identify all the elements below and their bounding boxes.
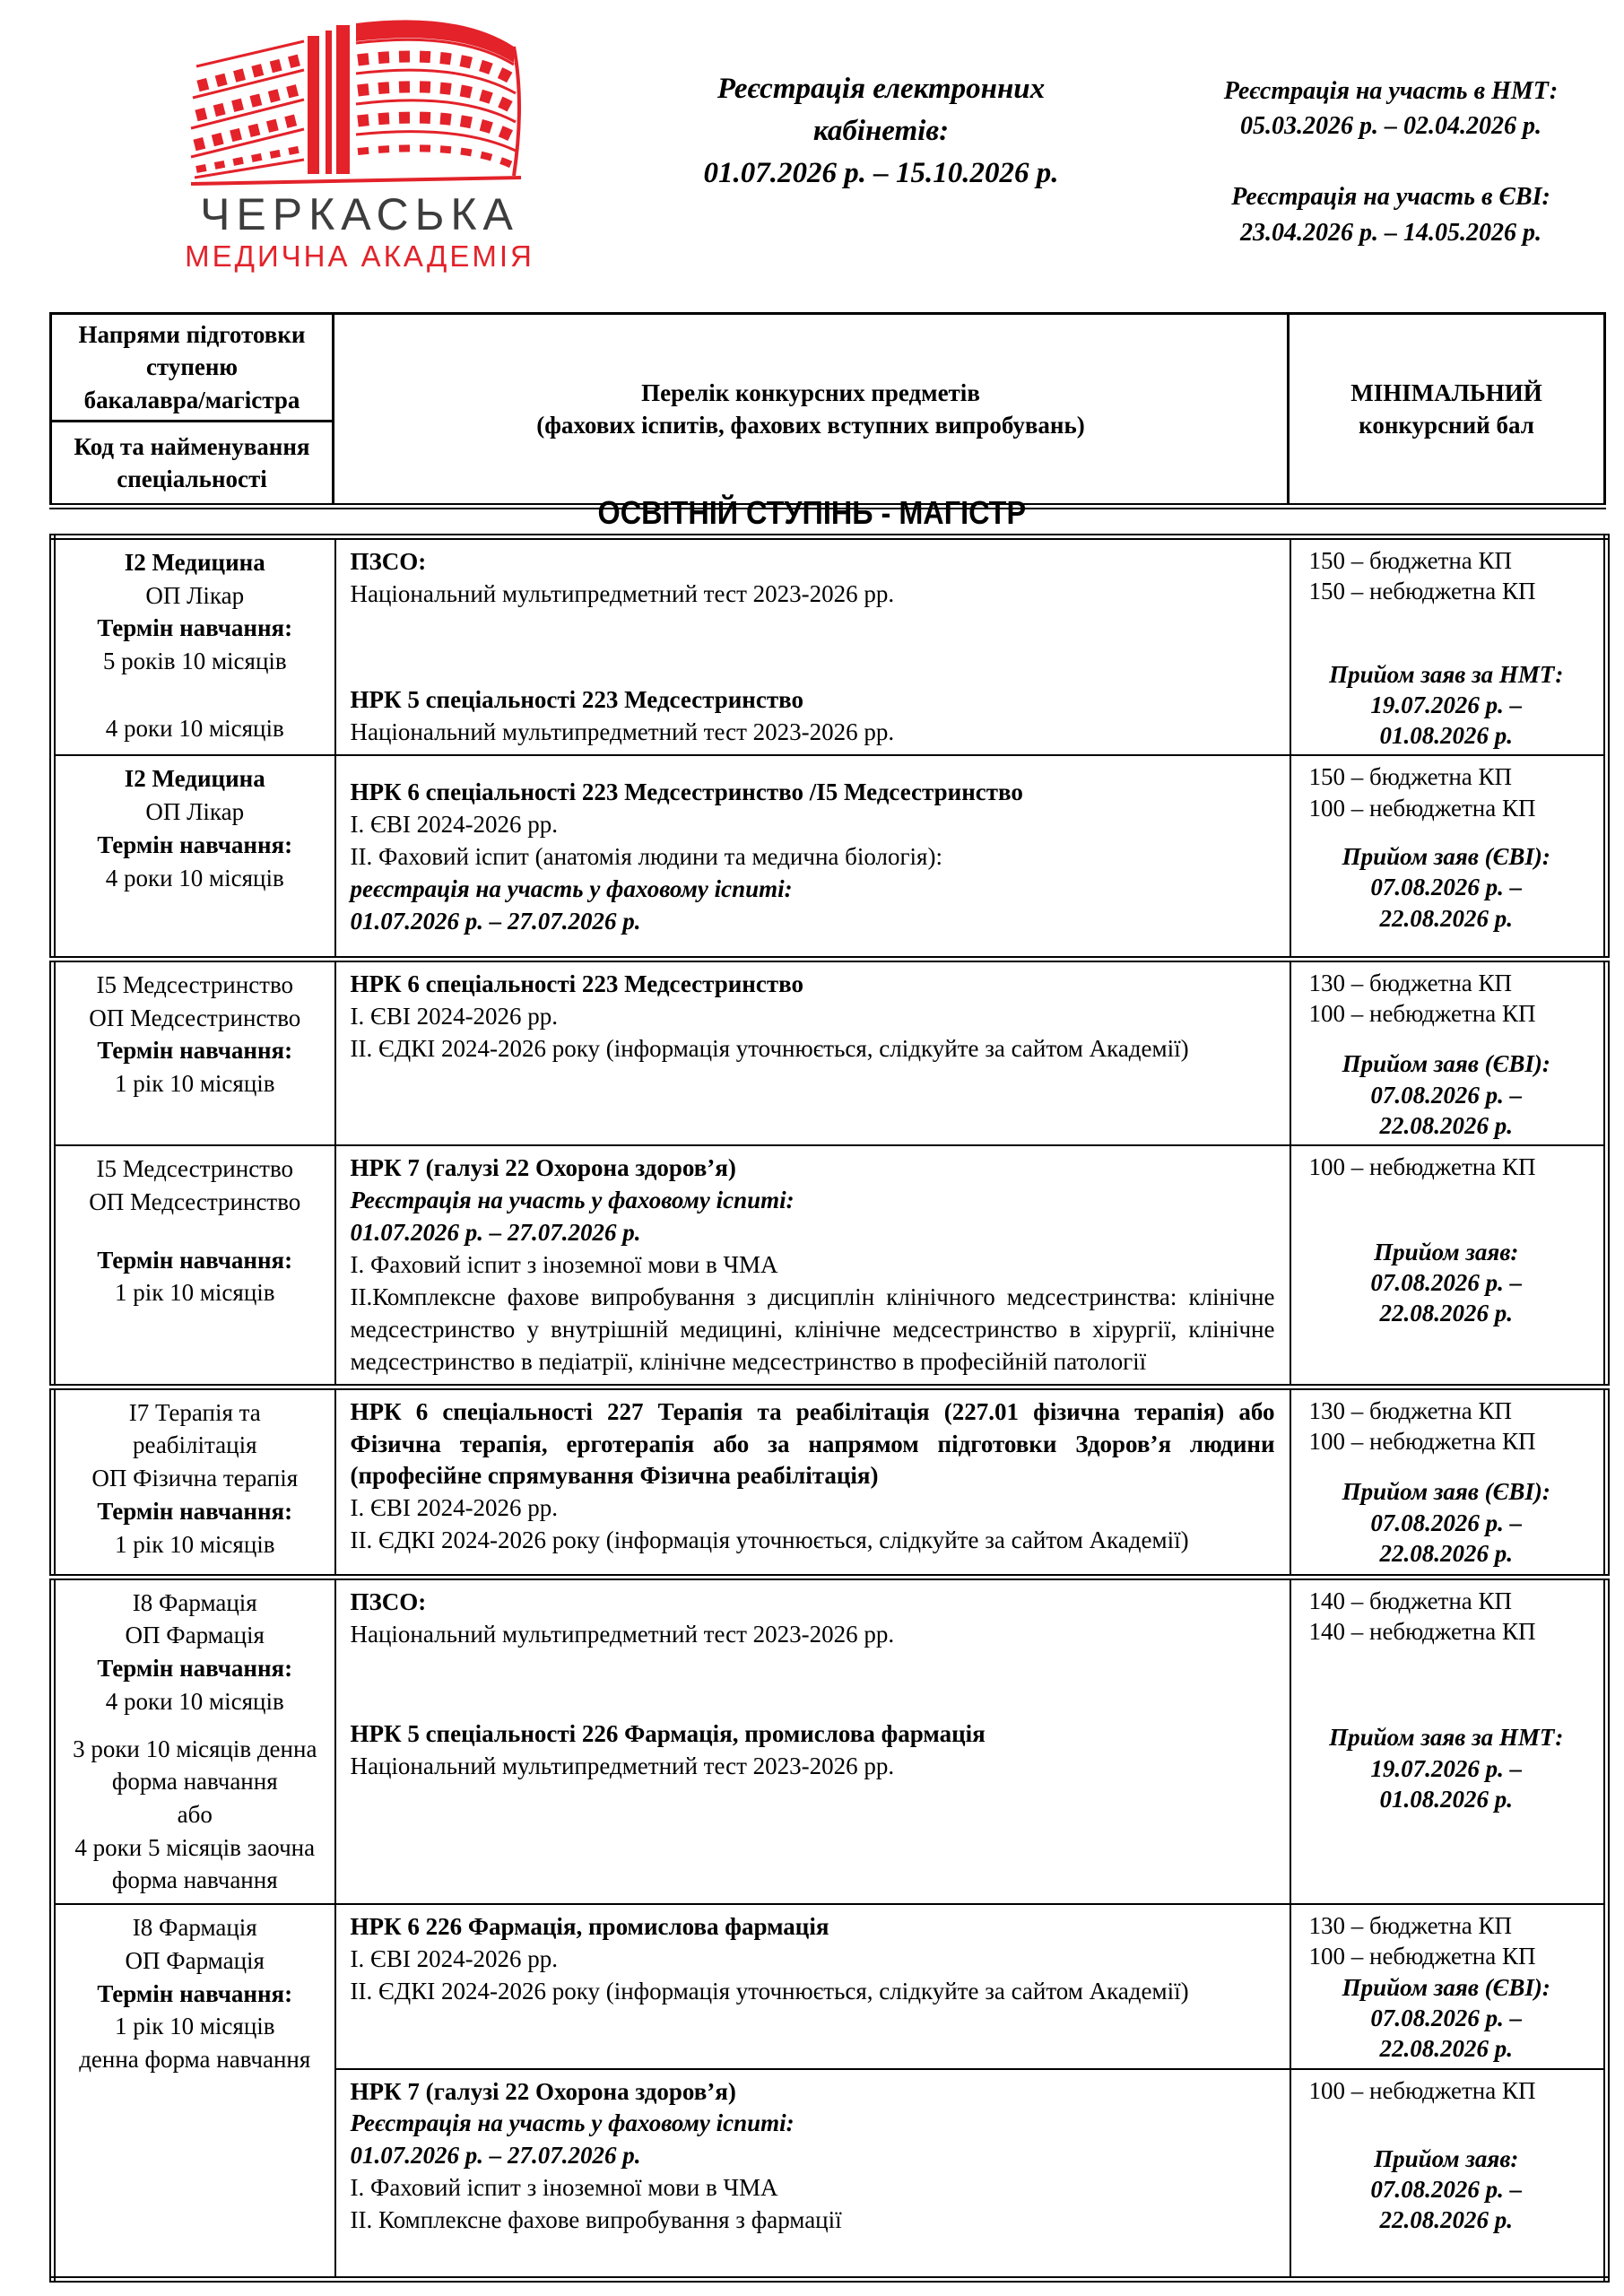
cell-line: 07.08.2026 р. – (1370, 1081, 1523, 1109)
header-cell-directions (51, 314, 334, 422)
admissions-header-table (49, 312, 1606, 509)
cell-line: Реєстрація на участь у фаховому іспиті: (350, 2109, 795, 2137)
table-row-i2-medicine-nrk6 (53, 755, 1607, 959)
table-row-i2-medicine-pzso (53, 537, 1607, 756)
cell-min-score (1290, 1387, 1607, 1577)
cell-line: 100 – небюджетна КП (1308, 794, 1536, 822)
header-cell-subjects (334, 314, 1289, 507)
cell-line: Національний мультипредметний тест 2023-2026 рр. (350, 1620, 895, 1648)
header-cell-line: (фахових іспитів, фахових вступних випробувань) (536, 412, 1085, 439)
cell-min-score (1290, 537, 1607, 756)
cabinets-registration-note (619, 68, 1143, 195)
nmt-registration-dates: 05.03.2026 р. – 02.04.2026 р. (1240, 112, 1541, 141)
cell-line: Термін навчання: (97, 1037, 293, 1065)
cell-line: Прийом заяв: (1374, 1238, 1519, 1265)
cell-line: І5 Медсестринство (96, 1155, 294, 1183)
cell-line: ІІ. Комплексне фахове випробування з фармації (350, 2206, 842, 2234)
cell-line: 100 – небюджетна КП (1308, 1153, 1536, 1181)
header-cell-line: ступеню (145, 353, 239, 381)
admissions-table (49, 534, 1610, 2283)
cell-line: реєстрація на участь у фаховому іспиті: (350, 875, 793, 903)
cell-line: Термін навчання: (97, 1979, 293, 2007)
cell-line: 5 років 10 місяців (102, 648, 287, 675)
cell-line: Термін навчання: (97, 831, 293, 858)
cell-line: І. Фаховий іспит з іноземної мови в ЧМА (350, 2174, 778, 2202)
cell-line: ОП Медсестринство (89, 1004, 301, 1031)
cell-specialty (53, 755, 335, 959)
cell-line: ІІ. ЄДКІ 2024-2026 року (інформація уточнюється, слідкуйте за сайтом Академії) (350, 1034, 1189, 1062)
cell-line: 1 рік 10 місяців (114, 2013, 275, 2040)
cell-line: Реєстрація на участь у фаховому іспиті: (350, 1187, 795, 1214)
cell-line: І. ЄВІ 2024-2026 рр. (350, 1494, 559, 1522)
cell-line: 01.07.2026 р. – 27.07.2026 р. (350, 908, 641, 935)
cell-subjects (335, 2069, 1290, 2280)
cell-line: НРК 7 (галузі 22 Охорона здоров’я) (350, 1154, 736, 1182)
cell-line: форма навчання (111, 1768, 278, 1796)
evi-registration-title: Реєстрація на участь в ЄВІ: (1231, 183, 1550, 212)
cell-line: І. ЄВІ 2024-2026 рр. (350, 1945, 559, 1973)
cell-min-score (1290, 2069, 1607, 2280)
table-row-i5-nursing-nrk7 (53, 1145, 1607, 1387)
header-cell-line: бакалавра/магістра (83, 386, 300, 413)
cell-specialty (53, 959, 335, 1145)
academy-building-icon (189, 11, 530, 192)
header-cell-line: конкурсний бал (1359, 412, 1534, 439)
cell-line: І5 Медсестринство (96, 970, 294, 998)
cell-line: 130 – бюджетна КП (1308, 969, 1513, 996)
cell-line: НРК 6 226 Фармація, промислова фармація (350, 1913, 829, 1941)
cabinets-registration-line: кабінетів: (812, 114, 950, 147)
academy-logo (106, 11, 613, 274)
cell-line: НРК 5 спеціальності 226 Фармація, промислова фармація (350, 1720, 986, 1748)
cell-line: реабілітація (133, 1431, 257, 1459)
cell-line: ІІ. ЄДКІ 2024-2026 року (інформація уточнюється, слідкуйте за сайтом Академії) (350, 1977, 1189, 2005)
cell-line: 150 – бюджетна КП (1308, 763, 1513, 791)
header-cell-line: Перелік конкурсних предметів (641, 378, 980, 406)
cell-line: Прийом заяв (ЄВІ): (1342, 1973, 1550, 2001)
cell-subjects (335, 959, 1290, 1145)
cell-line: Національний мультипредметний тест 2023-2026 рр. (350, 1752, 895, 1780)
cell-line: або (177, 1800, 213, 1828)
cell-line: Прийом заяв (ЄВІ): (1342, 1050, 1550, 1078)
cell-line: Термін навчання: (97, 614, 293, 642)
cell-line: І2 Медицина (124, 765, 265, 793)
cell-specialty (53, 1387, 335, 1577)
section-title: ОСВІТНІЙ СТУПІНЬ - МАГІСТР (597, 494, 1027, 531)
cell-line: Національний мультипредметний тест 2023-2026 рр. (350, 718, 895, 745)
cell-line: 22.08.2026 р. (1379, 2035, 1513, 2063)
cell-line: ПЗСО: (350, 548, 427, 575)
cell-line: 07.08.2026 р. – (1370, 1509, 1523, 1536)
cell-line: НРК 5 спеціальності 223 Медсестринство (350, 685, 804, 713)
table-row-i7-therapy-rehab (53, 1387, 1607, 1577)
header-cell-line: Код та найменування (74, 432, 310, 460)
cell-line: ІІ. ЄДКІ 2024-2026 року (інформація уточнюється, слідкуйте за сайтом Академії) (350, 1526, 1189, 1554)
cell-line: Прийом заяв за НМТ: (1329, 1724, 1564, 1752)
cell-line: 4 роки 5 місяців заочна (74, 1833, 316, 1861)
cell-line: Термін навчання: (97, 1655, 293, 1683)
cabinets-registration-dates: 01.07.2026 р. – 15.10.2026 р. (703, 156, 1059, 189)
cell-line: 01.08.2026 р. (1379, 1785, 1513, 1813)
cell-min-score (1290, 959, 1607, 1145)
cell-line: 01.08.2026 р. (1379, 722, 1513, 750)
cell-line: форма навчання (111, 1866, 278, 1894)
cell-subjects (335, 1904, 1290, 2068)
cell-line: 07.08.2026 р. – (1370, 2176, 1523, 2204)
cell-line: 100 – небюджетна КП (1308, 1943, 1536, 1970)
cell-line: 100 – небюджетна КП (1308, 1427, 1536, 1455)
table-row-i8-pharmacy-pzso (53, 1577, 1607, 1904)
cell-line: І7 Терапія та (128, 1398, 261, 1426)
cell-line: ОП Фізична терапія (91, 1465, 299, 1492)
logo-title: ЧЕРКАСЬКА (200, 189, 519, 239)
cell-line: ОП Медсестринство (89, 1188, 301, 1216)
cell-line: Прийом заяв за НМТ: (1329, 660, 1564, 688)
cell-line: І. ЄВІ 2024-2026 рр. (350, 811, 559, 839)
table-row-i8-pharmacy-nrk6 (53, 1904, 1607, 2068)
nmt-registration-title: Реєстрація на участь в НМТ: (1223, 77, 1559, 105)
cell-line: 130 – бюджетна КП (1308, 1912, 1513, 1940)
cell-line: Прийом заяв (ЄВІ): (1342, 842, 1550, 870)
cell-line: 07.08.2026 р. – (1370, 1268, 1523, 1296)
cell-line: ОП Лікар (145, 798, 245, 826)
cell-line: ПЗСО: (350, 1587, 427, 1615)
cell-specialty (53, 1145, 335, 1387)
cell-specialty (53, 537, 335, 756)
cell-specialty (53, 1577, 335, 1904)
cell-line: денна форма навчання (79, 2046, 311, 2073)
cell-subjects (335, 537, 1290, 756)
cell-line: Національний мультипредметний тест 2023-2026 рр. (350, 579, 895, 607)
cell-line: І2 Медицина (124, 549, 265, 576)
exam-registration-notes (1161, 74, 1620, 250)
cell-subjects (335, 1577, 1290, 1904)
cell-line: ІІ. Фаховий іспит (анатомія людини та медична біологія): (350, 843, 942, 871)
cell-line: 1 рік 10 місяців (114, 1070, 275, 1098)
cabinets-registration-line: Реєстрація електронних (716, 73, 1046, 105)
cell-line: 07.08.2026 р. – (1370, 2004, 1523, 2031)
cell-line: 130 – бюджетна КП (1308, 1396, 1513, 1424)
cell-line: І. Фаховий іспит з іноземної мови в ЧМА (350, 1251, 778, 1279)
cell-min-score (1290, 1145, 1607, 1387)
cell-line: Прийом заяв (ЄВІ): (1342, 1478, 1550, 1506)
cell-line: ОП Фармація (125, 1946, 265, 1974)
cell-line: 150 – небюджетна КП (1308, 578, 1536, 605)
table-row-i5-nursing-nrk6 (53, 959, 1607, 1145)
cell-line: 140 – небюджетна КП (1308, 1617, 1536, 1645)
cell-line: 01.07.2026 р. – 27.07.2026 р. (350, 2142, 641, 2170)
header-cell-min-score (1289, 314, 1605, 507)
cell-subjects (335, 1145, 1290, 1387)
header-cell-line: спеціальності (117, 465, 267, 493)
cell-line: 4 роки 10 місяців (105, 714, 284, 742)
cell-min-score (1290, 1904, 1607, 2068)
cell-line: НРК 6 спеціальності 223 Медсестринство (350, 970, 804, 997)
cell-line: ОП Лікар (145, 581, 245, 609)
logo-subtitle: МЕДИЧНА АКАДЕМІЯ (185, 239, 534, 273)
cell-line: 19.07.2026 р. – (1370, 1754, 1523, 1782)
cell-line: 3 роки 10 місяців денна (73, 1735, 317, 1762)
cell-line: 07.08.2026 р. – (1370, 874, 1523, 901)
cell-line: 22.08.2026 р. (1379, 904, 1513, 932)
cell-line: 22.08.2026 р. (1379, 1300, 1513, 1327)
cell-line: ІІ.Комплексне фахове випробування з дисциплін клінічного медсестринства: клінічне медсестринство у внутрішній медицині, клінічне медсестринство в хірургії, клінічне медсестринство в педіатрії, клінічне медсестринство в професійній патології (350, 1283, 1275, 1375)
cell-line: НРК 6 спеціальності 227 Терапія та реабілітація (227.01 фізична терапія) або Фізична терапія, ерготерапія або за напрямом підготовки Здоров’я людини (професійне спрямування Фізична реабілітація) (350, 1397, 1275, 1490)
cell-line: 19.07.2026 р. – (1370, 691, 1523, 718)
cell-min-score (1290, 1577, 1607, 1904)
cell-min-score (1290, 755, 1607, 959)
cell-line: І8 Фармація (132, 1588, 257, 1616)
cell-line: Термін навчання: (97, 1497, 293, 1525)
cell-subjects (335, 755, 1290, 959)
cell-line: 1 рік 10 місяців (114, 1279, 275, 1307)
cell-line: 100 – небюджетна КП (1308, 1000, 1536, 1028)
cell-line: 22.08.2026 р. (1379, 1112, 1513, 1140)
cell-line: 22.08.2026 р. (1379, 2206, 1513, 2234)
cell-line: Прийом заяв: (1374, 2144, 1519, 2172)
cell-line: 4 роки 10 місяців (105, 864, 284, 891)
cell-line: І8 Фармація (132, 1914, 257, 1942)
cell-line: І. ЄВІ 2024-2026 рр. (350, 1002, 559, 1030)
cell-subjects (335, 1387, 1290, 1577)
cell-line: Термін навчання: (97, 1246, 293, 1274)
cell-line: 22.08.2026 р. (1379, 1539, 1513, 1567)
cell-specialty (53, 1904, 335, 2279)
cell-line: НРК 6 спеціальності 223 Медсестринство /І5 Медсестринство (350, 778, 1023, 806)
cell-line: 4 роки 10 місяців (105, 1687, 284, 1715)
evi-registration-dates: 23.04.2026 р. – 14.05.2026 р. (1240, 218, 1541, 247)
cell-line: 01.07.2026 р. – 27.07.2026 р. (350, 1219, 641, 1247)
cell-line: 140 – бюджетна КП (1308, 1587, 1513, 1614)
cell-line: 1 рік 10 місяців (114, 1530, 275, 1558)
header-cell-line: МІНІМАЛЬНИЙ (1350, 378, 1542, 406)
cell-line: НРК 7 (галузі 22 Охорона здоров’я) (350, 2077, 736, 2105)
header-cell-line: Напрями підготовки (78, 321, 306, 348)
cell-line: 150 – бюджетна КП (1308, 547, 1513, 574)
cell-line: ОП Фармація (125, 1622, 265, 1649)
cell-line: 100 – небюджетна КП (1308, 2076, 1536, 2104)
